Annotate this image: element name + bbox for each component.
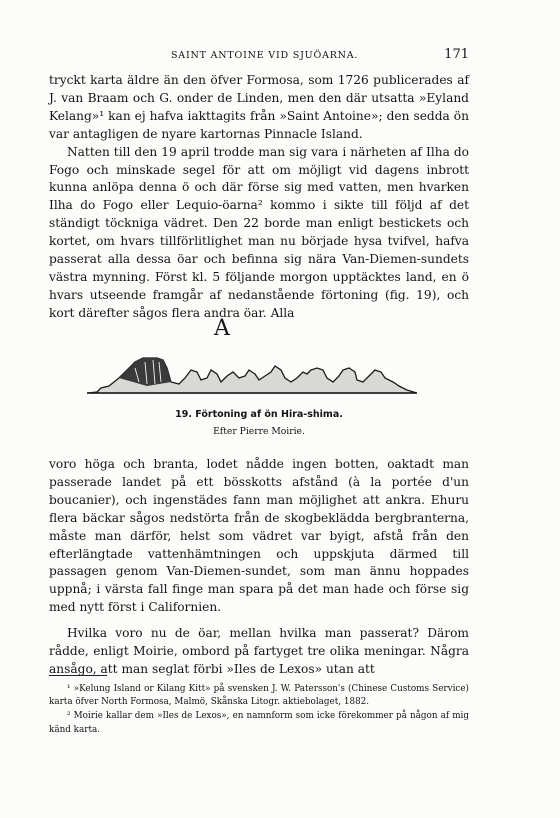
page-header: [49, 47, 469, 62]
body-text-bottom: [49, 456, 469, 679]
paragraph: tryckt karta äldre än den öfver Formosa, som 1726 publicerades af J. van Braam och G. onder de Linden, men den där utsatta »Eyland Kelang»¹ kan ej hafva iakttagits från »Saint Antoine»; den sedda ön var antagligen de nyare kartornas Pinnacle Island.: [49, 73, 469, 141]
paragraph: Natten till den 19 april trodde man sig vara i närheten af Ilha do Fogo och minskade segel för att om möjligt vid dagens inbrott kunna anlöpa denna ö och där förse sig med vatten, men hvarken Ilha do Fogo eller Lequio-öarna² kommo i sikte till följd af det ständigt töckniga vädret. Den 22 borde man enligt bestickets och kortet, om hvars tillförlitlighet man nu började hysa tvifvel, hafva passerat alla dessa öar och befinna sig nära Van-Diemen-sundets västra mynning. Först kl. 5 följande morgon upptäcktes land, en ö hvars utseende framgår af nedanstående förtoning (fig. 19), och kort därefter sågos flera andra öar. Alla: [49, 144, 469, 320]
figure-caption: 19. Förtoning af ön Hira-shima.: [175, 409, 343, 420]
figure-letter: A: [214, 316, 230, 341]
paragraph: voro höga och branta, lodet nådde ingen botten, oaktadt man passerade landet på ett bösskotts afstånd (à la portée d'un boucanier), och ingenstädes fann man möjlighet att ankra. Ehuru flera bäckar sågos nedstörta från de skogbeklädda bergbranterna, måste man därför, helst som vädret var byigt, afstå från den efterlängtade vattenhämtningen och uppskjuta därmed till passagen genom Van-Diemen-sundet, som man ännu hoppades uppnå; i värsta fall finge man spara på det man hade och förse sig med nytt först i Californien.: [49, 457, 469, 615]
page-number: 171: [444, 47, 469, 62]
footnote: ² Moirie kallar dem »Iles de Lexos», en namnform som icke förekommer på någon af mig känd karta.: [49, 711, 469, 735]
running-head: SAINT ANTOINE VID SJUÖARNA.: [171, 50, 359, 61]
footnote: ¹ »Kelung Island or Kilang Kitt» på svensken J. W. Patersson's (Chinese Customs Service) karta öfver North Formosa, Malmö, Skånska Litogr. aktiebolaget, 1882.: [49, 684, 469, 708]
paragraph: Hvilka voro nu de öar, mellan hvilka man passerat? Därom rådde, enligt Moirie, ombord på fartyget tre olika meningar. Några ansågo, att man seglat förbi »Iles de Lexos» utan att: [49, 626, 469, 676]
footnotes: [49, 683, 469, 738]
figure-credit: Efter Pierre Moirie.: [213, 426, 305, 437]
footnote-divider: [49, 675, 107, 676]
body-text-top: [49, 72, 469, 323]
island-profile-illustration: [87, 348, 417, 398]
